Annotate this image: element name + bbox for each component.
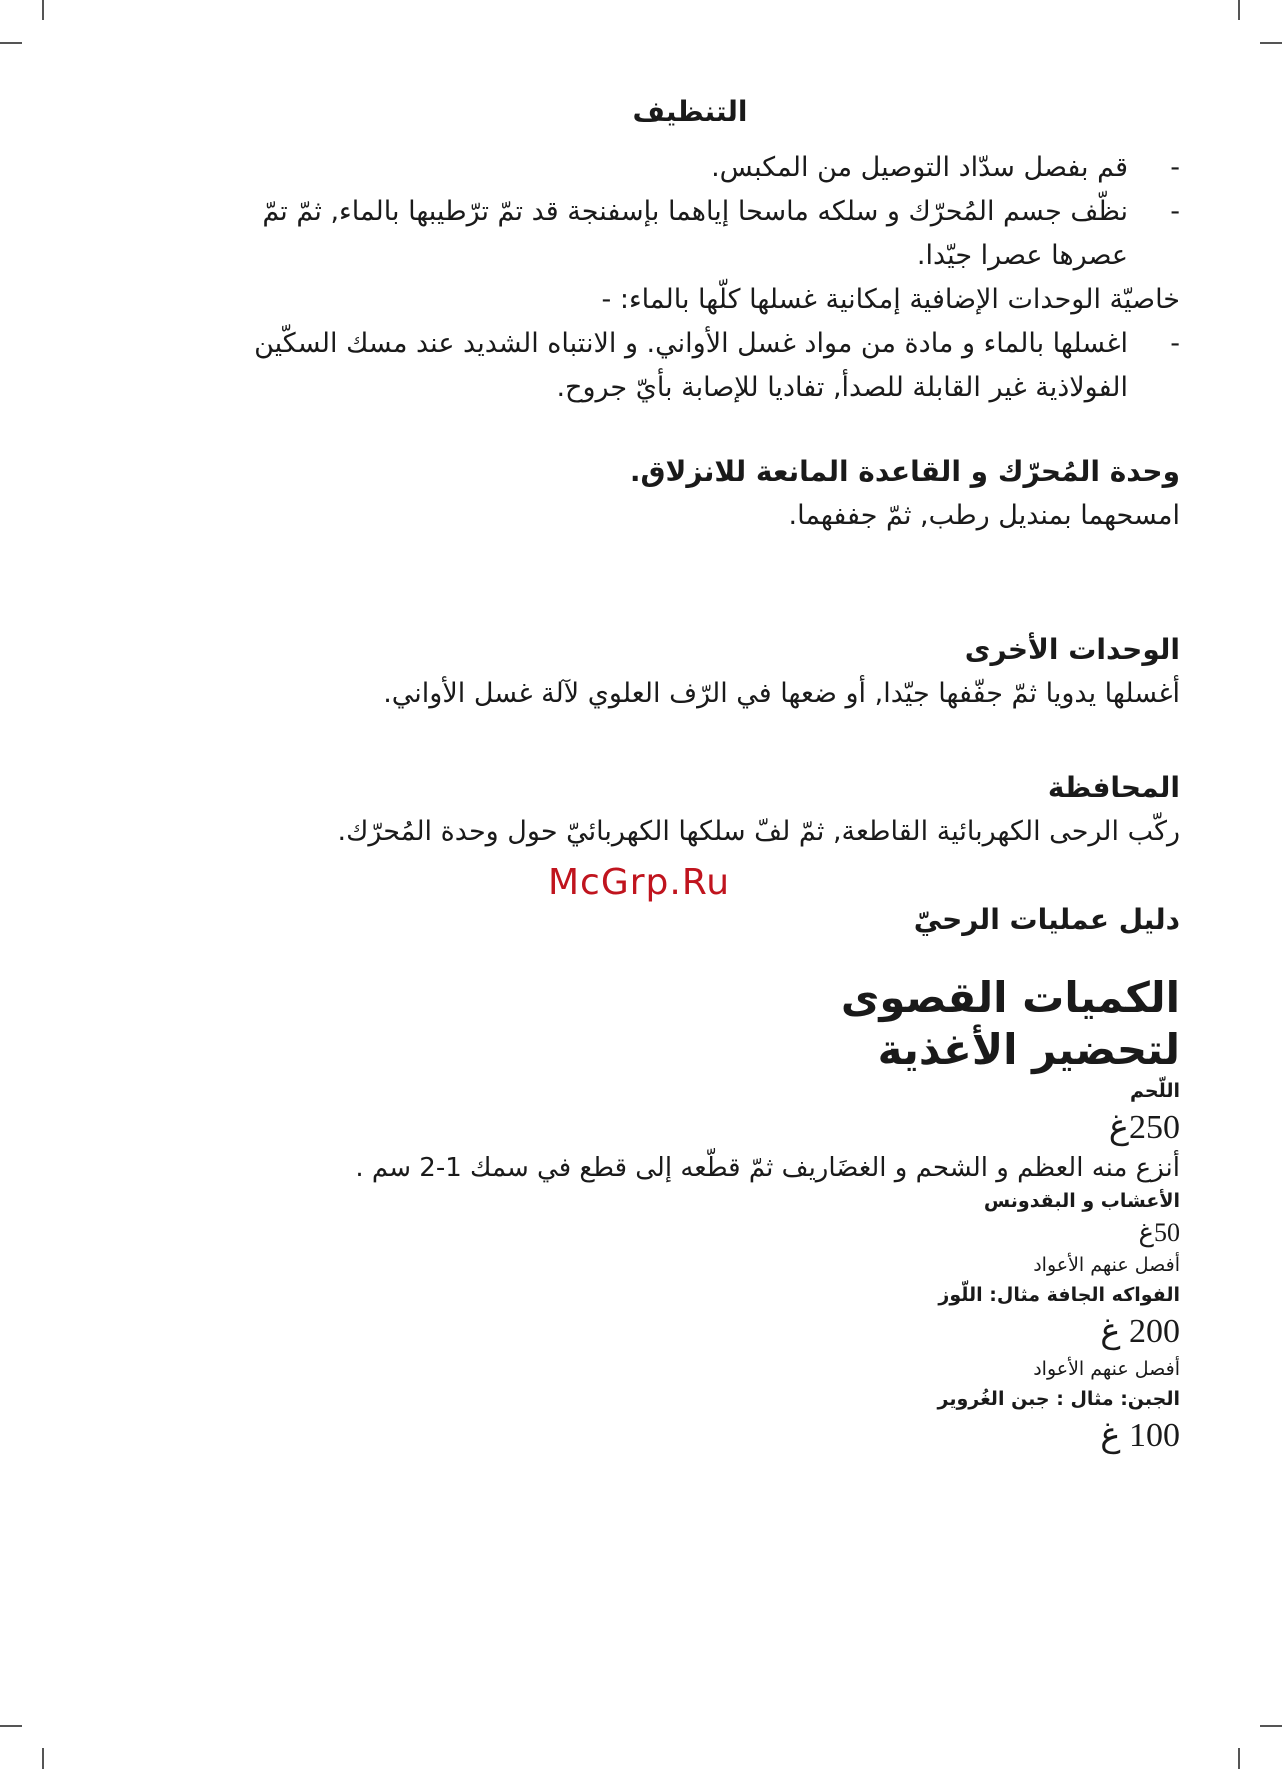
meat-note: أنزع منه العظم و الشحم و الغضَاريف ثمّ قطّعه إلى قطع في سمك 1-2 سم . — [355, 1153, 1180, 1183]
crop-mark — [0, 1725, 22, 1727]
bullet-text: اغسلها بالماء و مادة من مواد غسل الأواني. و الانتباه الشديد عند مسك السكّين الفولاذية غير القابلة للصدأ, تفاديا للإصابة بأيّ جروح. — [254, 328, 1128, 403]
crop-mark — [42, 1748, 44, 1769]
crop-mark — [42, 0, 44, 20]
bullet-item — [200, 190, 1180, 278]
crop-mark — [1238, 1748, 1240, 1769]
crop-mark — [1260, 42, 1282, 44]
max-quantities-title: الكميات القصوى — [840, 973, 1180, 1022]
motor-text: امسحهما بمنديل رطب, ثمّ جففهما. — [788, 500, 1180, 531]
meat-label: اللّحم — [1130, 1080, 1180, 1102]
guide-heading: دليل عمليات الرحيّ — [913, 903, 1180, 936]
motor-heading: وحدة المُحرّك و القاعدة المانعة للانزلاق. — [629, 455, 1180, 488]
watermark: McGrp.Ru — [548, 862, 731, 903]
accessories-line: خاصيّة الوحدات الإضافية إمكانية غسلها كلّها بالماء: - — [601, 284, 1180, 315]
others-text: أغسلها يدويا ثمّ جفّفها جيّدا, أو ضعها في الرّف العلوي لآلة غسل الأواني. — [383, 678, 1180, 709]
nuts-label: الفواكه الجافة مثال: اللّوز — [938, 1284, 1180, 1306]
bullet-text: قم بفصل سدّاد التوصيل من المكبس. — [711, 152, 1128, 183]
meat-qty: 250غ — [1108, 1109, 1180, 1146]
bullet-item — [200, 322, 1180, 410]
crop-mark — [1260, 1725, 1282, 1727]
herbs-label: الأعشاب و البقدونس — [983, 1190, 1180, 1212]
herbs-note: أفصل عنهم الأعواد — [1033, 1254, 1180, 1276]
nuts-note: أفصل عنهم الأعواد — [1033, 1358, 1180, 1380]
crop-mark — [0, 42, 22, 44]
document-page — [200, 95, 1180, 1458]
others-heading: الوحدات الأخرى — [964, 633, 1180, 666]
bullet-dash: - — [1170, 152, 1180, 183]
cheese-label: الجبن: مثال : جبن الغُروير — [937, 1388, 1180, 1410]
cleaning-title: التنظيف — [632, 95, 748, 128]
bullet-dash: - — [1170, 328, 1180, 359]
food-prep-title: لتحضير الأغذية — [877, 1025, 1180, 1074]
storage-text: ركّب الرحى الكهربائية القاطعة, ثمّ لفّ سلكها الكهربائيّ حول وحدة المُحرّك. — [337, 816, 1180, 847]
bullet-item — [200, 146, 1180, 190]
bullet-dash: - — [1170, 196, 1180, 227]
bullet-text: نظّف جسم المُحرّك و سلكه ماسحا إياهما بإسفنجة قد تمّ ترّطيبها بالماء, ثمّ تمّ عصرها عصرا جيّدا. — [262, 196, 1128, 271]
storage-heading: المحافظة — [1047, 771, 1180, 804]
cheese-qty: 100 غ — [1100, 1417, 1180, 1454]
crop-mark — [1238, 0, 1240, 20]
nuts-qty: 200 غ — [1100, 1313, 1180, 1350]
herbs-qty: 50غ — [1138, 1218, 1180, 1247]
